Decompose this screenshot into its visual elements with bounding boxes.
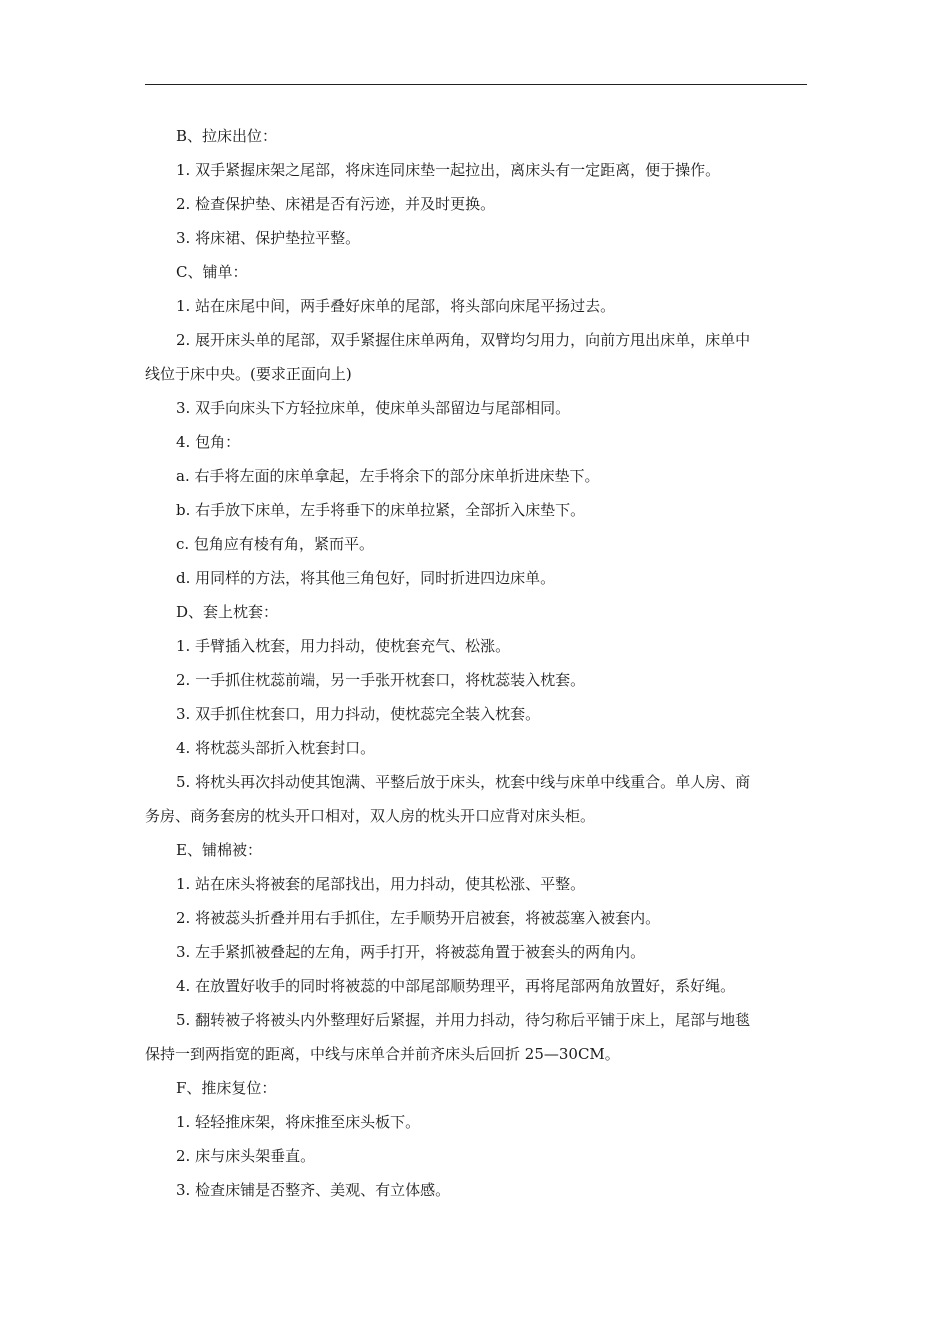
text-line: 线位于床中央。(要求正面向上) xyxy=(145,365,352,383)
text-line: d. 用同样的方法，将其他三角包好，同时折进四边床单。 xyxy=(176,569,556,587)
text-line: D、套上枕套： xyxy=(176,603,279,621)
text-line: C、铺单： xyxy=(176,263,248,281)
text-line: 3. 将床裙、保护垫拉平整。 xyxy=(176,229,361,247)
text-line: 1. 轻轻推床架，将床推至床头板下。 xyxy=(176,1113,421,1131)
text-line: 2. 床与床头架垂直。 xyxy=(176,1147,316,1165)
text-line: c. 包角应有棱有角，紧而平。 xyxy=(176,535,374,553)
text-line: 2. 检查保护垫、床裙是否有污迹，并及时更换。 xyxy=(176,195,496,213)
header-rule xyxy=(145,84,807,85)
text-line: 4. 包角： xyxy=(176,433,241,451)
text-line: 1. 双手紧握床架之尾部，将床连同床垫一起拉出，离床头有一定距离，便于操作。 xyxy=(176,161,721,179)
text-line: 2. 将被蕊头折叠并用右手抓住，左手顺势开启被套，将被蕊塞入被套内。 xyxy=(176,909,661,927)
text-line: 4. 在放置好收手的同时将被蕊的中部尾部顺势理平，再将尾部两角放置好，系好绳。 xyxy=(176,977,736,995)
text-line: 2. 展开床头单的尾部，双手紧握住床单两角，双臂均匀用力，向前方甩出床单，床单中 xyxy=(176,331,751,349)
text-line: B、拉床出位： xyxy=(176,127,278,145)
text-line: E、铺棉被： xyxy=(176,841,262,859)
text-line: 3. 检查床铺是否整齐、美观、有立体感。 xyxy=(176,1181,451,1199)
text-line: F、推床复位： xyxy=(176,1079,277,1097)
text-line: 1. 站在床尾中间，两手叠好床单的尾部，将头部向床尾平扬过去。 xyxy=(176,297,616,315)
text-line: 3. 双手抓住枕套口，用力抖动，使枕蕊完全装入枕套。 xyxy=(176,705,541,723)
text-line: 1. 手臂插入枕套，用力抖动，使枕套充气、松涨。 xyxy=(176,637,511,655)
text-line: 2. 一手抓住枕蕊前端，另一手张开枕套口，将枕蕊装入枕套。 xyxy=(176,671,586,689)
text-line: 1. 站在床头将被套的尾部找出，用力抖动，使其松涨、平整。 xyxy=(176,875,586,893)
text-line: 3. 双手向床头下方轻拉床单，使床单头部留边与尾部相同。 xyxy=(176,399,571,417)
text-line: 5. 翻转被子将被头内外整理好后紧握，并用力抖动，待匀称后平铺于床上，尾部与地毯 xyxy=(176,1011,751,1029)
text-line: 务房、商务套房的枕头开口相对，双人房的枕头开口应背对床头柜。 xyxy=(145,807,596,825)
text-line: 5. 将枕头再次抖动使其饱满、平整后放于床头，枕套中线与床单中线重合。单人房、商 xyxy=(176,773,751,791)
text-line: 4. 将枕蕊头部折入枕套封口。 xyxy=(176,739,376,757)
text-line: b. 右手放下床单，左手将垂下的床单拉紧，全部折入床垫下。 xyxy=(176,501,586,519)
document-body xyxy=(145,119,807,1207)
text-line: 3. 左手紧抓被叠起的左角，两手打开，将被蕊角置于被套头的两角内。 xyxy=(176,943,646,961)
text-line: 保持一到两指宽的距离，中线与床单合并前齐床头后回折 25—30CM。 xyxy=(145,1045,620,1063)
text-line: a. 右手将左面的床单拿起，左手将余下的部分床单折进床垫下。 xyxy=(176,467,600,485)
